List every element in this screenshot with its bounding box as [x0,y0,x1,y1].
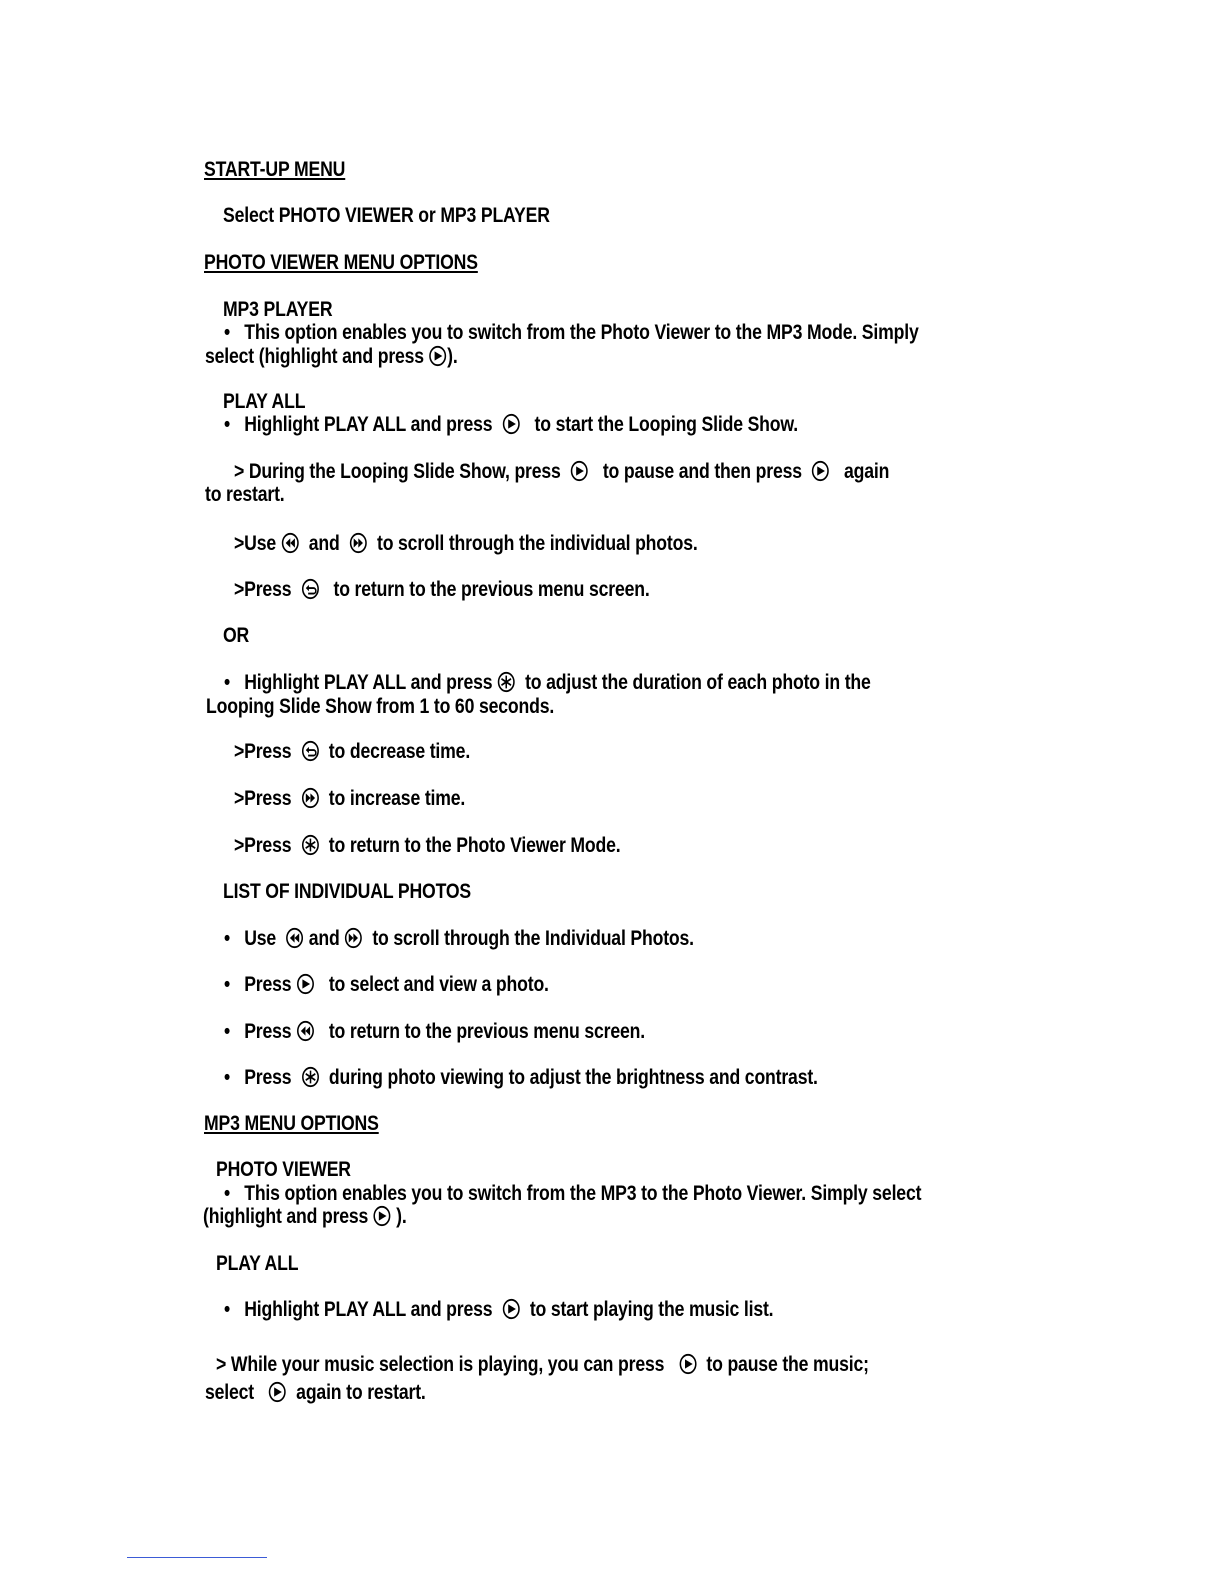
play-button-icon [373,1205,391,1227]
rewind-button-icon [296,1020,314,1042]
photo-viewer-desc: This option enables you to switch from the MP3 to the Photo Viewer. Simply select [244,1182,922,1205]
play-button-icon [502,1298,520,1320]
play-button-icon [296,973,314,995]
play-all-sub6 [234,834,621,858]
play-all-title: PLAY ALL [223,390,306,413]
play-button-icon [678,1353,696,1375]
photo-viewer-title: PHOTO VIEWER [216,1158,351,1181]
mp3-play-all-s1d: again to restart. [296,1381,426,1404]
mp3-menu-heading: MP3 MENU OPTIONS [204,1112,379,1135]
bullet: • [224,1020,231,1043]
start-up-heading: START-UP MENU [204,158,346,181]
play-all-bullet1 [224,413,798,437]
bullet: • [224,1066,231,1089]
list-l1a: Use [244,927,277,950]
play-button-icon [570,460,588,482]
photo-viewer-heading: PHOTO VIEWER MENU OPTIONS [204,251,478,274]
play-all-b2b: to adjust the duration of each photo in the [525,671,871,694]
rewind-button-icon [286,927,304,949]
play-all-s4a: >Press [234,740,292,763]
mp3-player-line1 [224,321,919,345]
mp3-play-all-b1a: Highlight PLAY ALL and press [244,1298,493,1321]
list-item-1 [224,927,694,951]
play-all-s3a: >Press [234,578,292,601]
menu-star-button-icon [301,834,319,856]
play-all-s6b: to return to the Photo Viewer Mode. [328,834,621,857]
return-button-icon [301,740,319,762]
list-l3a: Press [244,1020,292,1043]
rewind-button-icon [281,532,299,554]
list-l3b: to return to the previous menu screen. [328,1020,645,1043]
mp3-player-title: MP3 PLAYER [223,298,333,321]
play-all-b2a: Highlight PLAY ALL and press [244,671,493,694]
play-button-icon [502,413,520,435]
mp3-player-desc3: ). [447,345,458,368]
list-item-4 [224,1066,818,1090]
play-all-sub4 [234,740,470,764]
play-all-s2c: to scroll through the individual photos. [376,532,698,555]
photo-viewer-line1 [224,1182,921,1206]
fast-forward-button-icon [344,927,362,949]
play-all-s5b: to increase time. [328,787,466,810]
mp3-play-all-sub2 [205,1381,426,1405]
list-l1b: and [308,927,340,950]
bullet: • [224,973,231,996]
mp3-play-all-s1a: > While your music selection is playing, you can press [216,1353,665,1376]
play-all-sub2 [234,532,698,556]
play-all-s2b: and [308,532,340,555]
mp3-play-all-s1b: to pause the music; [706,1353,869,1376]
bullet: • [224,413,231,436]
menu-star-button-icon [497,671,515,693]
list-l2b: to select and view a photo. [328,973,549,996]
menu-star-button-icon [301,1066,319,1088]
list-item-2 [224,973,549,997]
photo-viewer-desc2: (highlight and press [203,1205,369,1228]
list-l4b: during photo viewing to adjust the brightness and contrast. [328,1066,818,1089]
play-button-icon [811,460,829,482]
mp3-play-all-title: PLAY ALL [216,1252,299,1275]
play-all-sub3 [234,578,650,602]
play-all-b1a: Highlight PLAY ALL and press [244,413,493,436]
play-button-icon [268,1381,286,1403]
play-all-sub1 [234,460,889,484]
play-all-s6a: >Press [234,834,292,857]
bullet: • [224,671,231,694]
play-button-icon [429,345,447,367]
play-all-b1b: to start the Looping Slide Show. [534,413,799,436]
play-all-s1a: > During the Looping Slide Show, press [234,460,561,483]
list-l4a: Press [244,1066,292,1089]
bullet: • [224,1298,231,1321]
mp3-play-all-s1c: select [205,1381,255,1404]
mp3-player-desc: This option enables you to switch from the Photo Viewer to the MP3 Mode. Simply [244,321,919,344]
mp3-play-all-b1b: to start playing the music list. [529,1298,774,1321]
play-all-b2c: Looping Slide Show from 1 to 60 seconds. [206,695,555,718]
play-all-bullet2 [224,671,871,695]
return-button-icon [301,578,319,600]
list-l2a: Press [244,973,292,996]
fast-forward-button-icon [301,787,319,809]
bullet: • [224,927,231,950]
bullet: • [224,1182,231,1205]
play-all-s5a: >Press [234,787,292,810]
mp3-play-all-sub1 [216,1353,869,1377]
fast-forward-button-icon [349,532,367,554]
play-all-s1c: again [844,460,890,483]
mp3-play-all-bullet1 [224,1298,773,1322]
or-label: OR [223,624,250,647]
mp3-player-desc2: select (highlight and press [205,345,424,368]
mp3-player-line2 [205,345,458,369]
bullet: • [224,321,231,344]
play-all-s3b: to return to the previous menu screen. [333,578,650,601]
footnote-rule [127,1557,267,1558]
list-title: LIST OF INDIVIDUAL PHOTOS [223,880,472,903]
play-all-s4b: to decrease time. [328,740,471,763]
photo-viewer-line2 [203,1205,407,1229]
play-all-s1b: to pause and then press [602,460,802,483]
list-l1c: to scroll through the Individual Photos. [372,927,694,950]
list-item-3 [224,1020,645,1044]
play-all-s1d: to restart. [205,483,285,506]
photo-viewer-desc3: ). [396,1205,407,1228]
play-all-sub5 [234,787,465,811]
play-all-s2a: >Use [234,532,276,555]
start-up-text: Select PHOTO VIEWER or MP3 PLAYER [223,204,550,227]
